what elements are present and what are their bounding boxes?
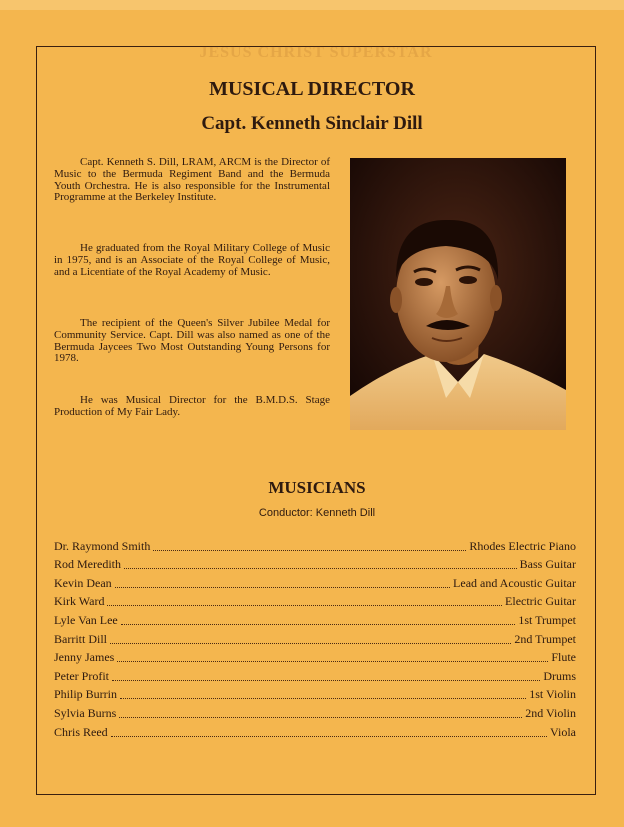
musician-name: Philip Burrin	[54, 687, 118, 702]
musician-name: Kirk Ward	[54, 594, 105, 609]
musician-instrument: 2nd Violin	[525, 705, 576, 720]
leader-dots	[119, 717, 522, 718]
leader-dots	[120, 698, 526, 699]
roster-row	[54, 591, 576, 610]
musicians-roster	[54, 535, 576, 740]
musician-name: Rod Meredith	[54, 557, 121, 572]
musician-name: Chris Reed	[54, 724, 108, 739]
director-name: Capt. Kenneth Sinclair Dill	[201, 113, 423, 134]
roster-row	[54, 572, 576, 591]
musician-instrument: Lead and Acoustic Guitar	[453, 575, 576, 590]
roster-row	[54, 647, 576, 666]
roster-row	[54, 535, 576, 554]
bio-paragraph-1: Capt. Kenneth S. Dill, LRAM, ARCM is the Director of Music to the Bermuda Regiment Band and the Bermuda Youth Orchestra. He is also responsible for the Instrumental Programme at the Berkeley Institute.	[54, 156, 330, 204]
musician-name: Jenny James	[54, 650, 115, 665]
director-portrait-photo	[350, 158, 566, 430]
bio-paragraph-4: He was Musical Director for the B.M.D.S. Stage Production of My Fair Lady.	[54, 394, 330, 418]
bio-paragraph-2: He graduated from the Royal Military College of Music in 1975, and is an Associate of the Royal College of Music, and a Licentiate of the Royal Academy of Music.	[54, 242, 330, 278]
leader-dots	[111, 736, 547, 737]
musician-name: Dr. Raymond Smith	[54, 538, 151, 553]
roster-row	[54, 702, 576, 721]
musician-instrument: 1st Trumpet	[518, 612, 576, 627]
bleed-through-text: JESUS CHRIST SUPERSTAR	[199, 44, 433, 61]
leader-dots	[124, 568, 517, 569]
musician-instrument: Viola	[550, 724, 576, 739]
musician-instrument: Flute	[551, 650, 576, 665]
musician-name: Sylvia Burns	[54, 705, 117, 720]
musician-name: Lyle Van Lee	[54, 612, 118, 627]
leader-dots	[110, 643, 511, 644]
leader-dots	[112, 680, 540, 681]
musicians-heading: MUSICIANS	[268, 478, 366, 497]
roster-row	[54, 609, 576, 628]
conductor-line: Conductor: Kenneth Dill	[258, 507, 376, 519]
musician-instrument: 2nd Trumpet	[514, 631, 576, 646]
musician-name: Barritt Dill	[54, 631, 107, 646]
roster-row	[54, 554, 576, 573]
portrait-illustration	[350, 158, 566, 430]
leader-dots	[153, 550, 466, 551]
page-title: MUSICAL DIRECTOR	[209, 78, 415, 100]
roster-row	[54, 721, 576, 740]
leader-dots	[115, 587, 450, 588]
musician-instrument: Rhodes Electric Piano	[469, 538, 576, 553]
leader-dots	[107, 605, 502, 606]
leader-dots	[117, 661, 548, 662]
bio-paragraph-3: The recipient of the Queen's Silver Jubilee Medal for Community Service. Capt. Dill was also named as one of the Bermuda Jaycees Two Most Outstanding Young Persons for 1978.	[54, 317, 330, 365]
musician-instrument: 1st Violin	[529, 687, 576, 702]
musician-instrument: Electric Guitar	[505, 594, 576, 609]
musician-name: Kevin Dean	[54, 575, 112, 590]
musician-instrument: Bass Guitar	[519, 557, 576, 572]
musician-instrument: Drums	[543, 668, 576, 683]
roster-row	[54, 684, 576, 703]
roster-row	[54, 665, 576, 684]
roster-row	[54, 628, 576, 647]
leader-dots	[121, 624, 516, 625]
musician-name: Peter Profit	[54, 668, 109, 683]
